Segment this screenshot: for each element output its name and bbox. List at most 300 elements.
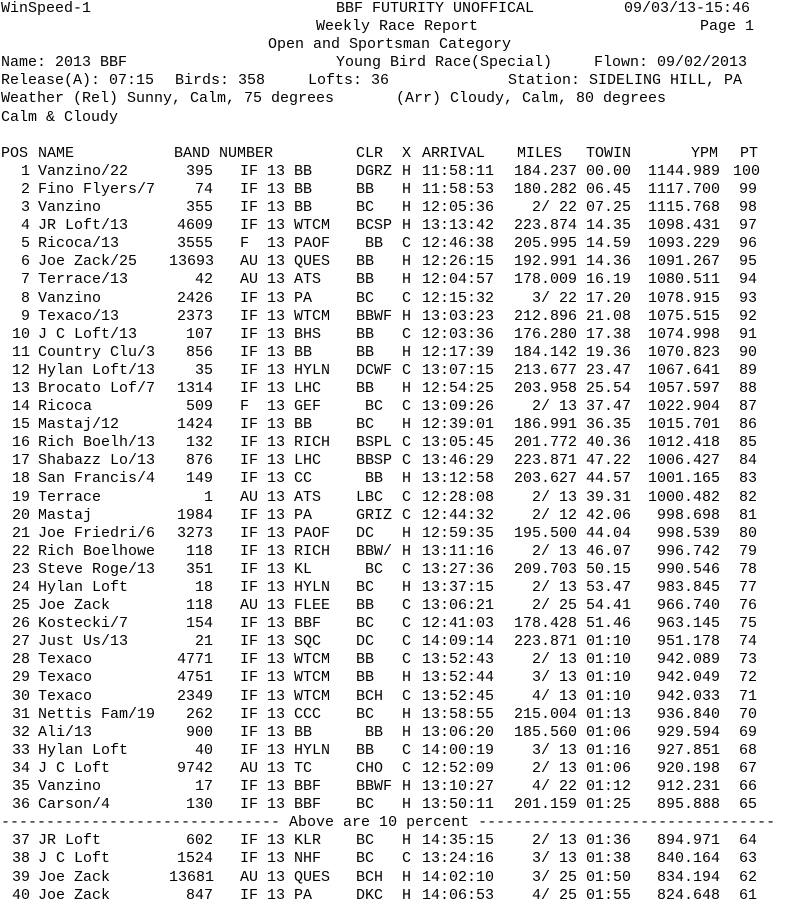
color-cell: CHO [356,759,384,777]
pos-cell: 30 [11,687,30,705]
band-code: IF 13 RICH [240,542,331,560]
header-line-6 [1,90,787,108]
towin-cell: 47.22 [586,452,632,470]
band-code: IF 13 HYLN [240,741,331,759]
col-clr: CLR [356,144,384,162]
ypm-cell: 1115.768 [647,199,720,217]
arrival-cell: 13:09:26 [422,398,495,416]
category-title: Open and Sportsman Category [268,36,512,54]
ypm-cell: 942.033 [656,687,720,705]
pos-cell: 32 [11,723,30,741]
color-cell: BC [356,796,375,814]
name-cell: Rich Boelh/13 [38,434,156,452]
towin-cell: 51.46 [586,615,632,633]
color-cell: BB [356,271,375,289]
towin-cell: 50.15 [586,560,632,578]
header-line-5 [1,72,787,90]
name-cell: Carson/4 [38,796,111,814]
name-cell: JR Loft/13 [38,217,129,235]
pos-cell: 29 [11,669,30,687]
table-row [1,850,787,868]
miles-cell: 4/ 22 [531,778,577,796]
sex-cell: H [402,542,412,560]
name-cell: Steve Roge/13 [38,560,156,578]
band-code: AU 13 ATS [240,271,322,289]
miles-cell: 2/ 25 [531,597,577,615]
pos-cell: 2 [20,180,30,198]
pos-cell: 12 [11,361,30,379]
name-cell: Mastaj [38,506,93,524]
towin-cell: 17.38 [586,325,632,343]
pos-cell: 36 [11,796,30,814]
color-cell: BC [356,832,375,850]
miles-cell: 185.560 [513,723,577,741]
name-cell: Country Clu/3 [38,343,156,361]
miles-cell: 223.871 [513,633,577,651]
towin-cell: 36.35 [586,416,632,434]
arrival-cell: 12:26:15 [422,253,495,271]
arrival-cell: 12:39:01 [422,416,495,434]
color-cell: BC [356,289,375,307]
sex-cell: C [402,289,412,307]
towin-cell: 40.36 [586,434,632,452]
color-cell: DC [356,633,375,651]
race-report [1,0,787,905]
name-cell: Kostecki/7 [38,615,129,633]
miles-cell: 3/ 25 [531,868,577,886]
miles-cell: 2/ 13 [531,398,577,416]
towin-cell: 17.20 [586,289,632,307]
col-towin: TOWIN [586,144,632,162]
towin-cell: 01:25 [586,796,632,814]
pos-cell: 18 [11,470,30,488]
sex-cell: H [402,416,412,434]
sex-cell: H [402,307,412,325]
band-code: IF 13 CC [240,470,313,488]
ypm-cell: 1117.700 [647,180,720,198]
arrival-cell: 13:03:23 [422,307,495,325]
sex-cell: C [402,651,412,669]
band-code: IF 13 BB [240,199,313,217]
arrival-cell: 12:52:09 [422,759,495,777]
band-code: IF 13 LHC [240,452,322,470]
miles-cell: 223.874 [513,217,577,235]
race-name: Name: 2013 BBF [1,54,128,72]
band-code: IF 13 BBF [240,778,322,796]
arrival-cell: 13:05:45 [422,434,495,452]
points-cell: 66 [738,778,757,796]
towin-cell: 14.36 [586,253,632,271]
towin-cell: 44.57 [586,470,632,488]
arrival-cell: 13:58:55 [422,705,495,723]
pos-cell: 7 [20,271,30,289]
points-cell: 71 [738,687,757,705]
band-code: IF 13 WTCM [240,651,331,669]
ypm-cell: 990.546 [656,560,720,578]
towin-cell: 37.47 [586,398,632,416]
sex-cell: C [402,759,412,777]
sex-cell: H [402,162,412,180]
pos-cell: 38 [11,850,30,868]
station: Station: SIDELING HILL, PA [508,72,743,90]
arrival-cell: 12:04:57 [422,271,495,289]
points-cell: 81 [738,506,757,524]
miles-cell: 223.871 [513,452,577,470]
arrival-cell: 14:00:19 [422,741,495,759]
arrival-cell: 13:50:11 [422,796,495,814]
pos-cell: 11 [11,343,30,361]
sex-cell: H [402,705,412,723]
software-name: WinSpeed-1 [1,0,92,17]
towin-cell: 07.25 [586,199,632,217]
print-timestamp: 09/03/13-15:46 [624,0,751,17]
band-number: 74 [194,180,213,198]
points-cell: 83 [738,470,757,488]
arrival-cell: 14:06:53 [422,886,495,904]
miles-cell: 178.009 [513,271,577,289]
towin-cell: 25.54 [586,379,632,397]
points-cell: 93 [738,289,757,307]
miles-cell: 184.237 [513,162,577,180]
sex-cell: H [402,199,412,217]
miles-cell: 213.677 [513,361,577,379]
points-cell: 96 [738,235,757,253]
sex-cell: C [402,560,412,578]
points-cell: 77 [738,579,757,596]
band-code: IF 13 PAOF [240,524,331,542]
color-cell: BC [356,416,375,434]
table-row [1,724,787,742]
pos-cell: 28 [11,651,30,669]
miles-cell: 212.896 [513,307,577,325]
towin-cell: 01:13 [586,705,632,723]
color-cell: BB [356,597,375,615]
arrival-cell: 11:58:11 [422,162,495,180]
table-row [1,470,787,488]
arrival-cell: 12:44:32 [422,506,495,524]
ypm-cell: 1015.701 [647,416,720,434]
name-cell: Hylan Loft/13 [38,361,156,379]
club-title: BBF FUTURITY UNOFFICAL [336,0,535,17]
sex-cell: H [402,470,412,488]
table-row [1,434,787,452]
band-number: 9742 [176,759,213,777]
sex-cell: H [402,796,412,814]
name-cell: Vanzino [38,778,102,796]
ypm-cell: 1144.989 [647,162,720,180]
band-number: 130 [185,796,213,814]
ypm-cell: 1093.229 [647,235,720,253]
band-number: 35 [194,361,213,379]
header-line-3 [1,36,787,54]
ypm-cell: 951.178 [656,633,720,651]
ypm-cell: 1012.418 [647,434,720,452]
pos-cell: 1 [20,162,30,180]
release-time: Release(A): 07:15 [1,72,155,90]
sex-cell: H [402,868,412,886]
sex-cell: H [402,379,412,397]
band-code: IF 13 BHS [240,325,322,343]
header-line-7 [1,109,787,127]
band-number: 42 [194,271,213,289]
pos-cell: 39 [11,868,30,886]
color-cell: BC [356,615,375,633]
pos-cell: 3 [20,199,30,217]
color-cell: BB [356,651,375,669]
sex-cell: H [402,180,412,198]
band-number: 2426 [176,289,213,307]
band-number: 118 [185,542,213,560]
name-cell: Mastaj/12 [38,416,120,434]
table-row [1,308,787,326]
points-cell: 74 [738,633,757,651]
arrival-cell: 12:05:36 [422,199,495,217]
sex-cell: C [402,325,412,343]
table-row [1,706,787,724]
header-line-4 [1,54,787,72]
table-row [1,181,787,199]
band-code: IF 13 KL [240,560,313,578]
pos-cell: 19 [11,488,30,506]
band-number: 107 [185,325,213,343]
ypm-cell: 840.164 [656,850,720,868]
arrival-cell: 13:10:27 [422,778,495,796]
pos-cell: 15 [11,416,30,434]
arrival-cell: 14:09:14 [422,633,495,651]
band-number: 1984 [176,506,213,524]
miles-cell: 4/ 25 [531,886,577,904]
color-cell: LBC [356,488,384,506]
ypm-cell: 895.888 [656,796,720,814]
color-cell: BC [356,705,375,723]
table-row [1,362,787,380]
table-row [1,380,787,398]
color-cell: DC [356,524,375,542]
table-row [1,163,787,181]
pos-cell: 13 [11,379,30,397]
name-cell: Texaco [38,651,93,669]
towin-cell: 44.04 [586,524,632,542]
towin-cell: 53.47 [586,579,632,596]
miles-cell: 2/ 13 [531,579,577,596]
towin-cell: 01:06 [586,723,632,741]
miles-cell: 195.500 [513,524,577,542]
ypm-cell: 1000.482 [647,488,720,506]
header-line-2 [1,18,787,36]
pos-cell: 6 [20,253,30,271]
band-code: AU 13 TC [240,759,313,777]
towin-cell: 06.45 [586,180,632,198]
ypm-cell: 1057.597 [647,379,720,397]
points-cell: 76 [738,597,757,615]
points-cell: 70 [738,705,757,723]
name-cell: Texaco/13 [38,307,120,325]
towin-cell: 01:06 [586,759,632,777]
name-cell: Just Us/13 [38,633,129,651]
points-cell: 80 [738,524,757,542]
points-cell: 67 [738,759,757,777]
name-cell: Joe Zack [38,597,111,615]
towin-cell: 01:36 [586,832,632,850]
pos-cell: 10 [11,325,30,343]
color-cell: BC [356,199,375,217]
arrival-cell: 13:11:16 [422,542,495,560]
pos-cell: 8 [20,289,30,307]
color-cell: BBWF [356,307,393,325]
color-cell: DCWF [356,361,393,379]
towin-cell: 01:10 [586,687,632,705]
pos-cell: 23 [11,560,30,578]
arrival-cell: 12:17:39 [422,343,495,361]
weather-arrival: (Arr) Cloudy, Calm, 80 degrees [396,90,667,108]
towin-cell: 00.00 [586,162,632,180]
arrival-cell: 13:27:36 [422,560,495,578]
band-code: IF 13 CCC [240,705,322,723]
table-row [1,543,787,561]
pos-cell: 17 [11,452,30,470]
band-code: IF 13 WTCM [240,307,331,325]
pos-cell: 22 [11,542,30,560]
points-cell: 72 [738,669,757,687]
ypm-cell: 1078.915 [647,289,720,307]
color-cell: BC [356,579,375,596]
band-number: 1 [203,488,213,506]
band-number: 395 [185,162,213,180]
towin-cell: 39.31 [586,488,632,506]
color-cell: BC [356,850,375,868]
color-cell: BCH [356,687,384,705]
header-line-1 [1,0,787,18]
sex-cell: C [402,235,412,253]
miles-cell: 192.991 [513,253,577,271]
color-cell: DGRZ [356,162,393,180]
table-row [1,796,787,814]
page-number: Page 1 [700,18,755,36]
band-code: IF 13 BB [240,162,313,180]
band-number: 1314 [176,379,213,397]
ypm-cell: 1022.904 [647,398,720,416]
color-cell: BC [356,560,384,578]
band-number: 3555 [176,235,213,253]
miles-cell: 4/ 13 [531,687,577,705]
sex-cell: C [402,615,412,633]
table-row [1,561,787,579]
points-cell: 68 [738,741,757,759]
towin-cell: 01:50 [586,868,632,886]
towin-cell: 42.06 [586,506,632,524]
separator-text: ------------------------------- Above are 10 percent --------------------------------- [1,814,776,832]
miles-cell: 3/ 13 [531,741,577,759]
report-title: Weekly Race Report [316,18,479,36]
band-number: 154 [185,615,213,633]
towin-cell: 19.36 [586,343,632,361]
points-cell: 69 [738,723,757,741]
band-number: 21 [194,633,213,651]
name-cell: Joe Zack [38,886,111,904]
arrival-cell: 12:15:32 [422,289,495,307]
band-number: 509 [185,398,213,416]
pos-cell: 31 [11,705,30,723]
miles-cell: 3/ 13 [531,669,577,687]
table-row [1,760,787,778]
towin-cell: 46.07 [586,542,632,560]
color-cell: BBW/ [356,542,393,560]
towin-cell: 14.59 [586,235,632,253]
name-cell: San Francis/4 [38,470,156,488]
band-number: 900 [185,723,213,741]
sex-cell: H [402,832,412,850]
miles-cell: 209.703 [513,560,577,578]
arrival-cell: 13:07:15 [422,361,495,379]
pos-cell: 27 [11,633,30,651]
ypm-cell: 963.145 [656,615,720,633]
sex-cell: H [402,343,412,361]
band-code: AU 13 QUES [240,868,331,886]
table-row [1,887,787,905]
name-cell: Shabazz Lo/13 [38,452,156,470]
name-cell: Texaco [38,687,93,705]
towin-cell: 54.41 [586,597,632,615]
miles-cell: 186.991 [513,416,577,434]
band-code: IF 13 HYLN [240,361,331,379]
color-cell: BCSP [356,217,393,235]
ypm-cell: 927.851 [656,741,720,759]
band-code: IF 13 BBF [240,796,322,814]
sex-cell: C [402,361,412,379]
ypm-cell: 942.089 [656,651,720,669]
miles-cell: 203.627 [513,470,577,488]
band-code: IF 13 SQC [240,633,322,651]
name-cell: J C Loft [38,850,111,868]
ypm-cell: 1070.823 [647,343,720,361]
points-cell: 82 [738,488,757,506]
ypm-cell: 920.198 [656,759,720,777]
arrival-cell: 13:52:43 [422,651,495,669]
sex-cell: C [402,488,412,506]
arrival-cell: 13:06:21 [422,597,495,615]
miles-cell: 201.772 [513,434,577,452]
name-cell: Hylan Loft [38,741,129,759]
miles-cell: 2/ 13 [531,759,577,777]
sex-cell: H [402,886,412,904]
table-row [1,199,787,217]
pos-cell: 5 [20,235,30,253]
name-cell: Joe Friedri/6 [38,524,156,542]
band-code: IF 13 PA [240,506,313,524]
band-number: 856 [185,343,213,361]
points-cell: 84 [738,452,757,470]
points-cell: 90 [738,343,757,361]
points-cell: 61 [738,886,757,904]
flown-date: Flown: 09/02/2013 [594,54,748,72]
band-code: IF 13 PA [240,289,313,307]
miles-cell: 176.280 [513,325,577,343]
ypm-cell: 929.594 [656,723,720,741]
band-number: 355 [185,199,213,217]
band-number: 3273 [176,524,213,542]
table-row [1,615,787,633]
points-cell: 64 [738,832,757,850]
points-cell: 78 [738,560,757,578]
miles-cell: 2/ 13 [531,832,577,850]
sex-cell: C [402,597,412,615]
band-code: AU 13 FLEE [240,597,331,615]
name-cell: Terrace/13 [38,271,129,289]
towin-cell: 01:16 [586,741,632,759]
color-cell: BB [356,470,384,488]
pos-cell: 20 [11,506,30,524]
band-number: 876 [185,452,213,470]
